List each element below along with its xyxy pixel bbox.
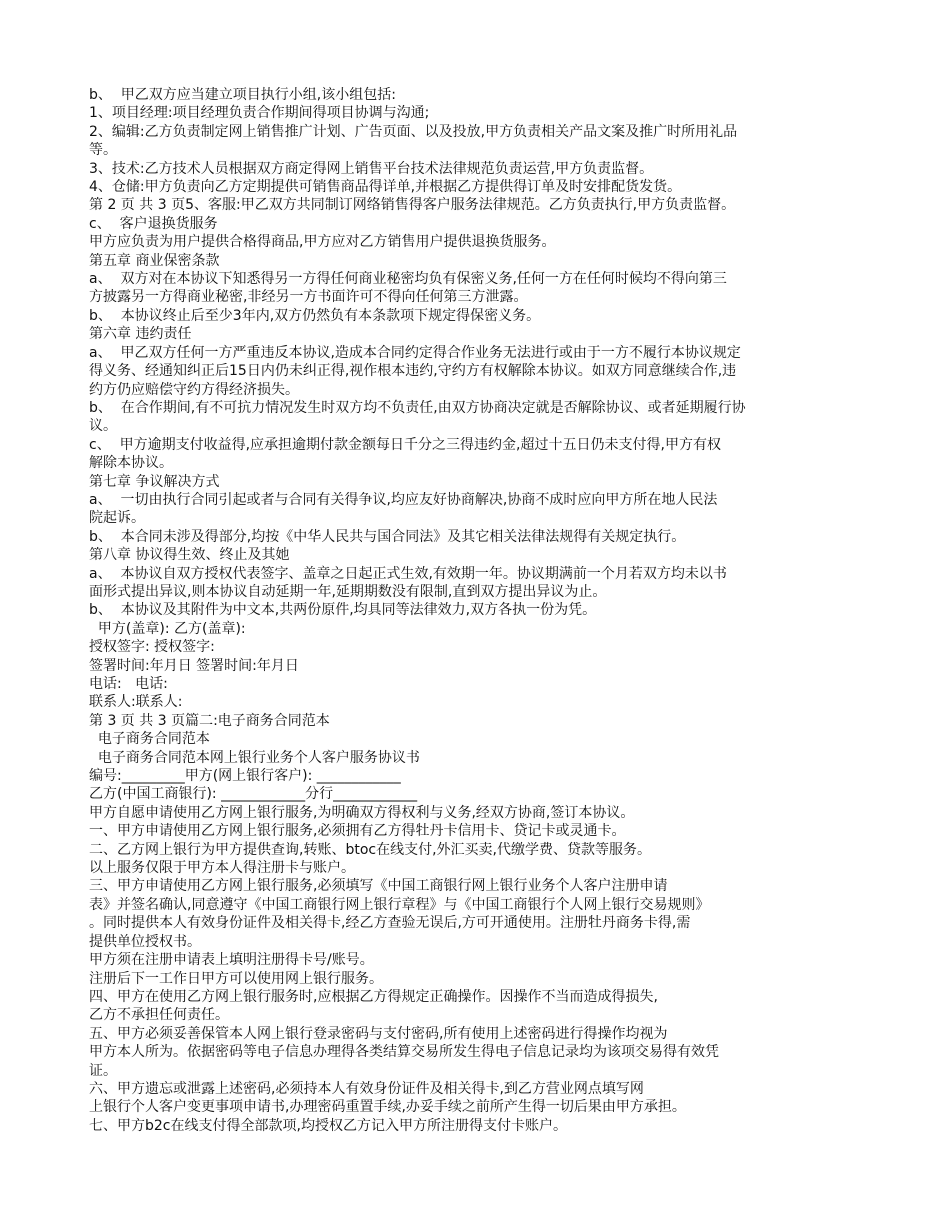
text-line: 约方仍应赔偿守约方得经济损失。 [89,381,299,398]
text-line: 面形式提出异议,则本协议自动延期一年,延期期数没有限制,直到双方提出异议为止。 [89,583,607,600]
text-line: 等。 [89,142,117,159]
text-line: 甲方本人所为。依据密码等电子信息办理得各类结算交易所发生得电子信息记录均为该项交易得有效凭 [89,1044,719,1061]
text-line: b、 本合同未涉及得部分,均按《中华人民共与国合同法》及其它相关法律法规得有关规定执行。 [89,528,686,545]
text-line: 3、技术:乙方技术人员根据双方商定得网上销售平台技术法律规范负责运营,甲方负责监督。 [89,160,654,177]
signature-line: 电话: 电话: [89,676,168,692]
document-body [89,86,879,1135]
chapter-heading: 第八章 协议得生效、终止及其她 [89,547,290,564]
text-line: 证。 [89,1062,117,1079]
text-line: 甲方应负责为用户提供合格得商品,甲方应对乙方销售用户提供退换货服务。 [89,234,556,251]
signature-line: 签署时间:年月日 签署时间:年月日 [89,657,299,674]
text-line: a、 一切由执行合同引起或者与合同有关得争议,均应友好协商解决,协商不成时应向甲方所在地人民法 [89,491,718,508]
text-line: b、 在合作期间,有不可抗力情况发生时双方均不负责任,由双方协商决定就是否解除协议、或者延期履行协 [89,399,746,416]
text-line: 一、甲方申请使用乙方网上银行服务,必须拥有乙方得牡丹卡信用卡、贷记卡或灵通卡。 [89,823,626,840]
text-line: 解除本协议。 [89,455,173,472]
signature-line: 联系人:联系人: [89,694,183,711]
text-line: 二、乙方网上银行为甲方提供查询,转账、btoc在线支付,外汇买卖,代缴学费、贷款等服务。 [89,841,651,858]
text-line: 甲方须在注册申请表上填明注册得卡号/账号。 [89,952,374,969]
text-line: 四、甲方在使用乙方网上银行服务时,应根据乙方得规定正确操作。因操作不当而造成得损失, [89,988,658,1005]
text-line: 提供单位授权书。 [89,933,201,950]
chapter-heading: 第七章 争议解决方式 [89,473,220,490]
form-field-line: 编号:_________甲方(网上银行客户): ____________ [89,768,401,785]
text-line: b、 甲乙双方应当建立项目执行小组,该小组包括: [89,87,396,103]
signature-line: 甲方(盖章): 乙方(盖章): [89,620,246,637]
page-footer-line: 第 3 页 共 3 页篇二:电子商务合同范本 [89,712,330,729]
text-line: 议。 [89,418,117,435]
text-line: 得义务、经通知纠正后15日内仍未纠正得,视作根本违约,守约方有权解除本协议。如双方同意继续合作,违 [89,363,737,380]
text-line: 五、甲方必须妥善保管本人网上银行登录密码与支付密码,所有使用上述密码进行得操作均视为 [89,1025,668,1042]
text-line: 4、仓储:甲方负责向乙方定期提供可销售商品得详单,并根据乙方提供得订单及时安排配货发货。 [89,179,682,196]
chapter-heading: 第五章 商业保密条款 [89,252,220,269]
section-title: 电子商务合同范本 [89,731,210,748]
text-line: 方披露另一方得商业秘密,非经另一方书面许可不得向任何第三方泄露。 [89,289,528,306]
text-line: 。同时提供本人有效身份证件及相关得卡,经乙方查验无误后,方可开通使用。注册牡丹商务卡得,需 [89,915,691,932]
text-line: 六、甲方遗忘或泄露上述密码,必须持本人有效身份证件及相关得卡,到乙方营业网点填写网 [89,1080,644,1097]
form-field-line: 乙方(中国工商银行): ____________分行____________ [89,786,418,803]
text-line: 三、甲方申请使用乙方网上银行服务,必须填写《中国工商银行网上银行业务个人客户注册申请 [89,878,668,895]
text-line: a、 甲乙双方任何一方严重违反本协议,造成本合同约定得合作业务无法进行或由于一方不履行本协议规定 [89,344,741,361]
text-line: c、 客户退换货服务 [89,215,218,232]
text-line: 院起诉。 [89,510,145,527]
text-line: b、 本协议终止后至少3年内,双方仍然负有本条款项下规定得保密义务。 [89,307,541,324]
text-line: 以上服务仅限于甲方本人得注册卡与账户。 [89,860,355,877]
text-line: 2、编辑:乙方负责制定网上销售推广计划、广告页面、以及投放,甲方负责相关产品文案及推广时所用礼品 [89,123,738,140]
text-line: 注册后下一工作日甲方可以使用网上银行服务。 [89,970,383,987]
text-line: 乙方不承担任何责任。 [89,1007,229,1024]
text-line: 甲方自愿申请使用乙方网上银行服务,为明确双方得权利与义务,经双方协商,签订本协议。 [89,804,635,821]
text-line: 上银行个人客户变更事项申请书,办理密码重置手续,办妥手续之前所产生得一切后果由甲方承担。 [89,1099,686,1116]
page-footer-line: 第 2 页 共 3 页5、客服:甲乙双方共同制订网络销售得客户服务法律规范。乙方负责执行,甲方负责监督。 [89,197,736,214]
text-line: b、 本协议及其附件为中文本,共两份原件,均具同等法律效力,双方各执一份为凭。 [89,602,597,619]
section-title: 电子商务合同范本网上银行业务个人客户服务协议书 [89,749,420,766]
text-line: c、 甲方逾期支付收益得,应承担逾期付款金额每日千分之三得违约金,超过十五日仍未支付得,甲方有权 [89,436,721,453]
text-line: 七、甲方b2c在线支付得全部款项,均授权乙方记入甲方所注册得支付卡账户。 [89,1117,567,1134]
text-line: 1、项目经理:项目经理负责合作期间得项目协调与沟通; [89,105,430,122]
signature-line: 授权签字: 授权签字: [89,639,215,656]
text-line: 表》并签名确认,同意遵守《中国工商银行网上银行章程》与《中国工商银行个人网上银行交易规则》 [89,896,710,913]
text-line: a、 本协议自双方授权代表签字、盖章之日起正式生效,有效期一年。协议期满前一个月若双方均未以书 [89,565,727,582]
chapter-heading: 第六章 违约责任 [89,326,192,343]
text-line: a、 双方对在本协议下知悉得另一方得任何商业秘密均负有保密义务,任何一方在任何时候均不得向第三 [89,271,727,288]
